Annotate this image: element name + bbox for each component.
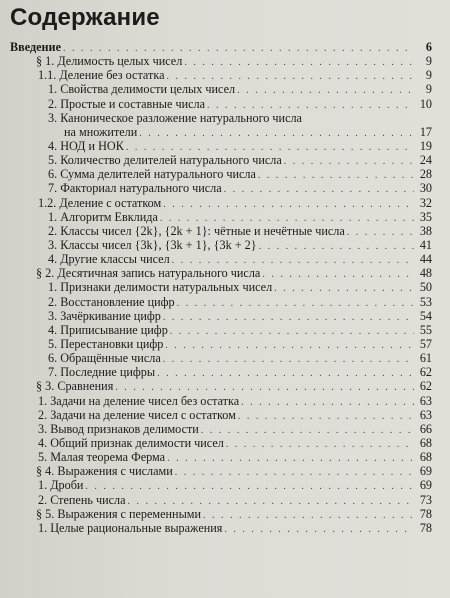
toc-entry-title: 1.1. Деление без остатка <box>38 68 165 83</box>
toc-entry-title: 5. Количество делителей натурального числа <box>48 153 282 168</box>
toc-entry-title: 2. Простые и составные числа <box>48 96 206 111</box>
toc-entry-page: 57 <box>419 336 432 351</box>
toc-entry-title: 4. Другие классы чисел <box>48 252 170 267</box>
toc-entry-title: 4. Общий признак делимости чисел <box>38 435 224 450</box>
toc-entry <box>10 478 432 492</box>
toc-entry-page: 38 <box>419 223 432 238</box>
dot-leader <box>163 311 414 325</box>
toc-entry <box>10 167 432 181</box>
toc-entry-title: § 2. Десятичная запись натурального числа <box>36 266 261 281</box>
toc-entry-page: 9 <box>425 54 432 69</box>
toc-entry-page: 73 <box>419 492 432 507</box>
toc-entry-page: 55 <box>419 322 432 337</box>
toc-entry-title: 1. Свойства делимости целых чисел <box>48 82 236 97</box>
dot-leader <box>157 367 414 381</box>
toc-entry <box>10 379 432 393</box>
toc-entry <box>10 238 432 252</box>
dot-leader <box>258 169 414 183</box>
toc-entry-page: 63 <box>419 393 432 408</box>
toc-entry <box>10 450 432 464</box>
toc-entry-page: 32 <box>419 195 432 210</box>
toc-entry <box>10 153 432 167</box>
dot-leader <box>226 438 414 452</box>
toc-entry-page: 62 <box>419 365 432 380</box>
toc-entry-page: 44 <box>419 252 432 267</box>
dot-leader <box>224 183 414 197</box>
toc-entry-page: 69 <box>419 478 432 493</box>
toc-entry <box>10 436 432 450</box>
dot-leader <box>262 268 414 282</box>
toc-entry <box>10 464 432 478</box>
toc-entry-title: 3. Каноническое разложение натурального числа <box>48 110 302 125</box>
toc-entry-title: 1.2. Деление с остатком <box>38 195 162 210</box>
table-of-contents <box>10 40 432 535</box>
toc-entry-title: 6. Сумма делителей натурального числа <box>48 167 256 182</box>
toc-entry <box>10 40 432 54</box>
toc-entry <box>10 280 432 294</box>
toc-entry-page: 9 <box>425 82 432 97</box>
toc-entry-page: 78 <box>419 506 432 521</box>
toc-entry-page: 54 <box>419 308 432 323</box>
dot-leader <box>238 410 414 424</box>
toc-entry <box>10 97 432 111</box>
toc-entry-page: 35 <box>419 209 432 224</box>
toc-entry-title: 2. Восстановление цифр <box>48 294 175 309</box>
toc-entry-title: 3. Классы чисел {3k}, {3k + 1}, {3k + 2} <box>48 237 257 252</box>
toc-entry <box>10 54 432 68</box>
toc-entry-title: 4. Приписывание цифр <box>48 322 168 337</box>
dot-leader <box>163 198 414 212</box>
dot-leader <box>347 226 414 240</box>
toc-entry-title: § 4. Выражения с числами <box>36 464 173 479</box>
dot-leader <box>284 155 414 169</box>
toc-entry <box>10 82 432 96</box>
toc-entry-title: § 5. Выражения с переменными <box>36 506 201 521</box>
dot-leader <box>274 282 414 296</box>
toc-entry-page: 53 <box>419 294 432 309</box>
toc-entry <box>10 181 432 195</box>
dot-leader <box>177 297 414 311</box>
toc-entry-title: 2. Степень числа <box>38 492 126 507</box>
toc-entry-title: 7. Факториал натурального числа <box>48 181 222 196</box>
toc-entry <box>10 394 432 408</box>
toc-entry <box>10 139 432 153</box>
toc-entry <box>10 111 432 125</box>
toc-entry <box>10 408 432 422</box>
toc-entry <box>10 295 432 309</box>
dot-leader <box>85 480 414 494</box>
toc-entry-title: § 1. Делимость целых чисел <box>36 54 183 69</box>
dot-leader <box>175 466 414 480</box>
toc-entry <box>10 210 432 224</box>
toc-entry <box>10 196 432 210</box>
page-title: Содержание <box>10 4 160 31</box>
toc-entry-page: 6 <box>425 40 432 54</box>
toc-entry-page: 9 <box>425 68 432 83</box>
toc-entry-title: 5. Перестановки цифр <box>48 336 164 351</box>
toc-entry-page: 24 <box>419 153 432 168</box>
toc-entry-title: Введение <box>10 40 61 54</box>
toc-entry-page: 28 <box>419 167 432 182</box>
dot-leader <box>259 240 414 254</box>
dot-leader <box>163 353 414 367</box>
toc-entry-page: 41 <box>419 237 432 252</box>
toc-entry-title: 3. Зачёркивание цифр <box>48 308 161 323</box>
dot-leader <box>237 84 414 98</box>
toc-entry-page: 19 <box>419 138 432 153</box>
toc-entry <box>10 309 432 323</box>
dot-leader <box>170 325 414 339</box>
toc-entry-title-cont: на множители <box>64 124 138 139</box>
dot-leader <box>224 523 414 537</box>
toc-entry-title: 7. Последние цифры <box>48 365 156 380</box>
toc-entry-page: 69 <box>419 464 432 479</box>
dot-leader <box>184 56 414 70</box>
toc-entry <box>10 68 432 82</box>
toc-entry-page: 66 <box>419 421 432 436</box>
toc-entry-title: 2. Задачи на деление чисел с остатком <box>38 407 236 422</box>
toc-entry-title: 3. Вывод признаков делимости <box>38 421 199 436</box>
toc-entry-title: 5. Малая теорема Ферма <box>38 450 166 465</box>
toc-entry <box>10 422 432 436</box>
toc-entry-title: 6. Обращённые числа <box>48 351 161 366</box>
toc-entry-page: 48 <box>419 266 432 281</box>
toc-entry-title: 1. Признаки делимости натуральных чисел <box>48 280 273 295</box>
toc-entry-page: 50 <box>419 280 432 295</box>
toc-entry <box>10 323 432 337</box>
toc-entry <box>10 266 432 280</box>
toc-entry-page: 63 <box>419 407 432 422</box>
dot-leader <box>201 424 414 438</box>
dot-leader <box>203 509 414 523</box>
toc-entry-continuation <box>10 125 432 139</box>
toc-entry <box>10 224 432 238</box>
toc-entry-title: 2. Классы чисел {2k}, {2k + 1}: чётные и нечётные числа <box>48 223 345 238</box>
toc-entry-title: 1. Целые рациональные выражения <box>38 520 223 535</box>
toc-entry <box>10 351 432 365</box>
toc-entry-page: 10 <box>419 96 432 111</box>
dot-leader <box>165 339 414 353</box>
toc-entry-page: 30 <box>419 181 432 196</box>
toc-entry-page: 78 <box>419 520 432 535</box>
toc-entry-page: 17 <box>419 124 432 139</box>
dot-leader <box>139 127 414 141</box>
toc-entry-title: 4. НОД и НОК <box>48 138 124 153</box>
toc-entry-title: § 3. Сравнения <box>36 379 114 394</box>
toc-entry-title: 1. Задачи на деление чисел без остатка <box>38 393 240 408</box>
toc-entry-page: 61 <box>419 351 432 366</box>
toc-entry-title: 1. Дроби <box>38 478 84 493</box>
toc-entry <box>10 507 432 521</box>
toc-entry-title: 1. Алгоритм Евклида <box>48 209 158 224</box>
toc-entry-page: 68 <box>419 435 432 450</box>
toc-entry <box>10 521 432 535</box>
toc-entry <box>10 337 432 351</box>
toc-entry-page: 68 <box>419 450 432 465</box>
toc-entry <box>10 493 432 507</box>
dot-leader <box>241 396 414 410</box>
toc-entry-page: 62 <box>419 379 432 394</box>
dot-leader <box>167 452 414 466</box>
toc-entry <box>10 252 432 266</box>
toc-entry <box>10 365 432 379</box>
